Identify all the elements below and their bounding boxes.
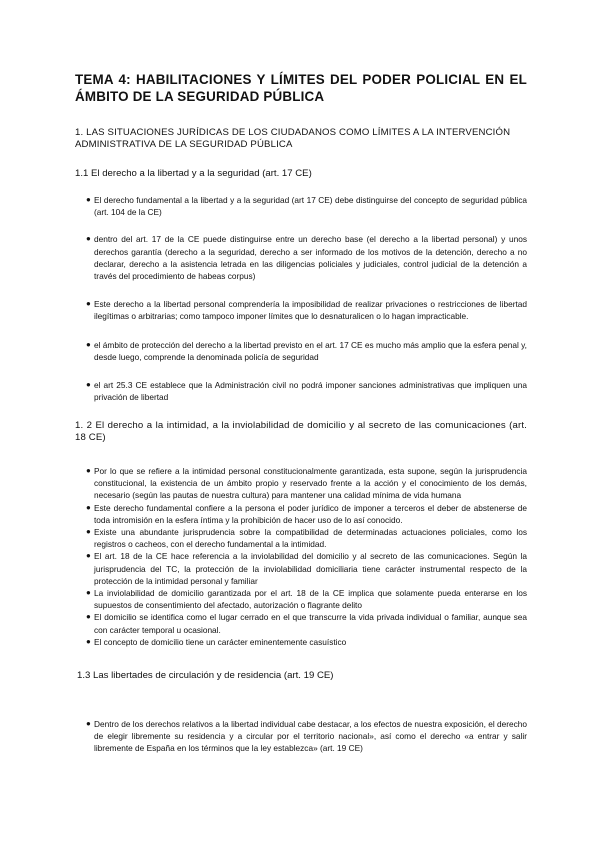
bullet-icon: ● xyxy=(86,719,91,728)
bullet-icon: ● xyxy=(86,234,91,244)
list-item: ● Dentro de los derechos relativos a la libertad individual cabe destacar, a los efectos de nuestra exposición, el derecho de elegir libremente su residencia y a circular por el territorio nacional», así como el derecho «a entrar y salir libremente de España en los términos que la ley establezca» (art. 19 CE) xyxy=(86,719,527,754)
section-1-1-list xyxy=(86,194,527,403)
bullet-icon: ● xyxy=(86,527,91,537)
list-item: ● Este derecho a la libertad personal comprendería la imposibilidad de realizar privaciones o restricciones de libertad ilegítimas o arbitrarias; como tampoco imponer límites que lo desnaturalicen o lo hagan impracticable. xyxy=(86,299,527,322)
document-title: TEMA 4: HABILITACIONES Y LÍMITES DEL PODER POLICIAL EN EL ÁMBITO DE LA SEGURIDAD PÚBLICA xyxy=(75,72,527,104)
list-item: ● El art. 18 de la CE hace referencia a la inviolabilidad del domicilio y al secreto de las comunicaciones. Según la jurisprudencia del TC, la protección de la inviolabilidad domiciliaria tiene carácter instrumental respecto de la protección de la intimidad personal y familiar xyxy=(86,551,527,586)
bullet-icon: ● xyxy=(86,339,91,349)
bullet-icon: ● xyxy=(86,502,91,512)
bullet-icon: ● xyxy=(86,466,91,475)
list-item: ● Este derecho fundamental confiere a la persona el poder jurídico de imponer a terceros el deber de abstenerse de toda intromisión en la esfera íntima y la prohibición de hacer uso de lo así conocido. xyxy=(86,502,527,525)
section-1-3-list xyxy=(86,718,527,755)
bullet-icon: ● xyxy=(86,551,91,561)
list-item: ● El derecho fundamental a la libertad y a la seguridad (art 17 CE) debe distinguirse del concepto de seguridad pública (art. 104 de la CE) xyxy=(86,195,527,218)
section-1-heading: 1. LAS SITUACIONES JURÍDICAS DE LOS CIUDADANOS COMO LÍMITES A LA INTERVENCIÓN ADMINISTRATIVA DE LA SEGURIDAD PÚBLICA xyxy=(75,127,511,150)
list-item: ● El domicilio se identifica como el lugar cerrado en el que transcurre la vida privada individual o familiar, aunque sea con carácter temporal u ocasional. xyxy=(86,612,527,635)
list-item: ● el ámbito de protección del derecho a la libertad previsto en el art. 17 CE es mucho más amplio que la esfera penal y, desde luego, comprende la denominada policía de seguridad xyxy=(86,339,527,362)
list-item: ● el art 25.3 CE establece que la Administración civil no podrá imponer sanciones administrativas que impliquen una privación de libertad xyxy=(86,380,527,403)
section-1-1-heading: 1.1 El derecho a la libertad y a la seguridad (art. 17 CE) xyxy=(75,168,312,179)
list-item: ● El concepto de domicilio tiene un carácter eminentemente casuístico xyxy=(86,636,347,647)
section-1-2-list xyxy=(86,465,527,648)
list-item: ● La inviolabilidad de domicilio garantizada por el art. 18 de la CE implica que solamente pueda enterarse en los supuestos de consentimiento del afectado, autorización o flagrante delito xyxy=(86,588,527,611)
bullet-icon: ● xyxy=(86,195,91,204)
list-item: ● Por lo que se refiere a la intimidad personal constitucionalmente garantizada, esta supone, según la jurisprudencia constitucional, la existencia de un ámbito propio y reservado frente a la acción y el conocimiento de los demás, necesario (según las pautas de nuestra cultura) para mantener una calidad mínima de vida humana xyxy=(86,466,527,501)
section-1-2-heading: 1. 2 El derecho a la intimidad, a la inviolabilidad de domicilio y al secreto de las comunicaciones (art. 18 CE) xyxy=(75,420,527,443)
section-1-3-heading: 1.3 Las libertades de circulación y de residencia (art. 19 CE) xyxy=(77,670,334,681)
list-item: ● dentro del art. 17 de la CE puede distinguirse entre un derecho base (el derecho a la libertad personal) y unos derechos garantía (derecho a la seguridad, derecho a ser informado de los motivos de la detención, derecho a no declarar, derecho a la asistencia letrada en las diligencias policiales y judiciales, control judicial de la detención a través del procedimiento de habeas corpus) xyxy=(86,234,527,282)
bullet-icon: ● xyxy=(86,636,91,646)
bullet-icon: ● xyxy=(86,299,91,309)
bullet-icon: ● xyxy=(86,588,91,598)
bullet-icon: ● xyxy=(86,612,91,622)
bullet-icon: ● xyxy=(86,380,91,390)
list-item: ● Existe una abundante jurisprudencia sobre la compatibilidad de determinadas actuaciones policiales, como los registros o cacheos, con el derecho fundamental a la intimidad. xyxy=(86,527,527,550)
